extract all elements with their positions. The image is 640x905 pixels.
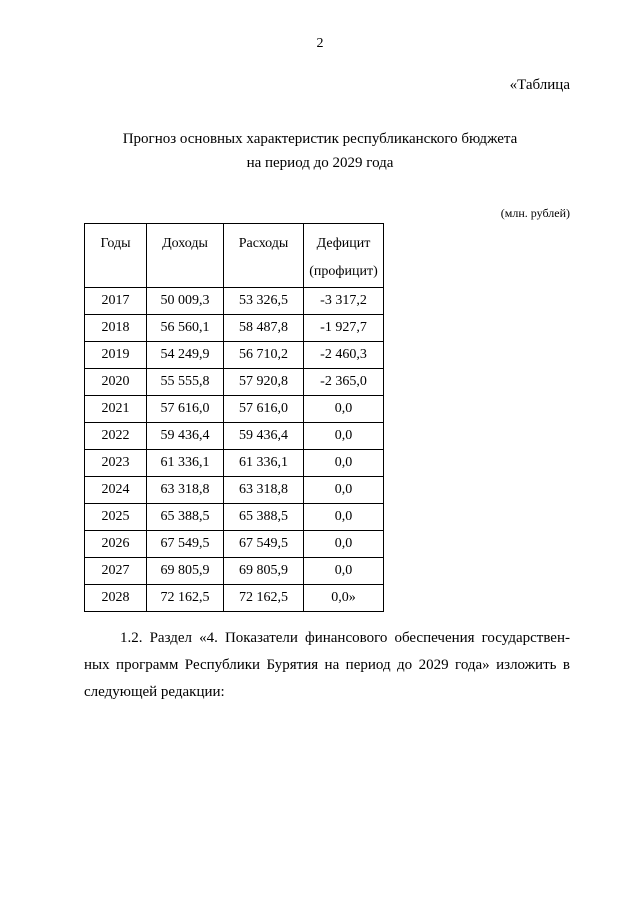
body-paragraph bbox=[84, 625, 570, 706]
year-cell: 2020 bbox=[85, 369, 147, 396]
deficit-cell: -1 927,7 bbox=[304, 315, 384, 342]
deficit-cell: 0,0» bbox=[304, 585, 384, 612]
table-row bbox=[85, 585, 384, 612]
page-number: 2 bbox=[316, 36, 324, 51]
table-row bbox=[85, 369, 384, 396]
income-cell: 72 162,5 bbox=[147, 585, 224, 612]
year-cell: 2024 bbox=[85, 477, 147, 504]
expense-cell: 57 616,0 bbox=[224, 396, 304, 423]
table-row bbox=[85, 288, 384, 315]
deficit-cell: 0,0 bbox=[304, 396, 384, 423]
table-row bbox=[85, 342, 384, 369]
expense-cell: 61 336,1 bbox=[224, 450, 304, 477]
expense-cell: 57 920,8 bbox=[224, 369, 304, 396]
header-deficit bbox=[304, 224, 384, 288]
table-row bbox=[85, 558, 384, 585]
deficit-cell: -2 365,0 bbox=[304, 369, 384, 396]
expense-cell: 59 436,4 bbox=[224, 423, 304, 450]
year-cell: 2019 bbox=[85, 342, 147, 369]
table-reference-label: «Таблица bbox=[509, 77, 570, 93]
year-cell: 2021 bbox=[85, 396, 147, 423]
table-row bbox=[85, 450, 384, 477]
title-line-1: Прогноз основных характеристик республиканского бюджета bbox=[122, 131, 518, 147]
income-cell: 54 249,9 bbox=[147, 342, 224, 369]
income-cell: 69 805,9 bbox=[147, 558, 224, 585]
income-cell: 61 336,1 bbox=[147, 450, 224, 477]
expense-cell: 63 318,8 bbox=[224, 477, 304, 504]
income-cell: 57 616,0 bbox=[147, 396, 224, 423]
header-expense: Расходы bbox=[224, 224, 304, 288]
income-cell: 55 555,8 bbox=[147, 369, 224, 396]
table-body bbox=[85, 288, 384, 612]
expense-cell: 53 326,5 bbox=[224, 288, 304, 315]
paragraph-line-3: следующей редакции: bbox=[84, 684, 225, 700]
table-row bbox=[85, 396, 384, 423]
paragraph-line-2: ных программ Республики Бурятия на период до 2029 года» изложить в bbox=[84, 657, 570, 673]
deficit-cell: 0,0 bbox=[304, 423, 384, 450]
expense-cell: 58 487,8 bbox=[224, 315, 304, 342]
table-row bbox=[85, 315, 384, 342]
expense-cell: 65 388,5 bbox=[224, 504, 304, 531]
income-cell: 67 549,5 bbox=[147, 531, 224, 558]
table-row bbox=[85, 531, 384, 558]
year-cell: 2028 bbox=[85, 585, 147, 612]
expense-cell: 67 549,5 bbox=[224, 531, 304, 558]
year-cell: 2023 bbox=[85, 450, 147, 477]
deficit-cell: 0,0 bbox=[304, 450, 384, 477]
income-cell: 65 388,5 bbox=[147, 504, 224, 531]
table-header-row bbox=[85, 224, 384, 288]
deficit-cell: -2 460,3 bbox=[304, 342, 384, 369]
deficit-cell: -3 317,2 bbox=[304, 288, 384, 315]
income-cell: 59 436,4 bbox=[147, 423, 224, 450]
deficit-cell: 0,0 bbox=[304, 504, 384, 531]
year-cell: 2027 bbox=[85, 558, 147, 585]
expense-cell: 72 162,5 bbox=[224, 585, 304, 612]
income-cell: 56 560,1 bbox=[147, 315, 224, 342]
deficit-cell: 0,0 bbox=[304, 531, 384, 558]
deficit-cell: 0,0 bbox=[304, 558, 384, 585]
income-cell: 50 009,3 bbox=[147, 288, 224, 315]
expense-cell: 56 710,2 bbox=[224, 342, 304, 369]
year-cell: 2017 bbox=[85, 288, 147, 315]
table-row bbox=[85, 477, 384, 504]
year-cell: 2026 bbox=[85, 531, 147, 558]
year-cell: 2022 bbox=[85, 423, 147, 450]
expense-cell: 69 805,9 bbox=[224, 558, 304, 585]
table-row bbox=[85, 504, 384, 531]
deficit-cell: 0,0 bbox=[304, 477, 384, 504]
year-cell: 2018 bbox=[85, 315, 147, 342]
document-title bbox=[0, 127, 640, 175]
table-row bbox=[85, 423, 384, 450]
title-line-2: на период до 2029 года bbox=[246, 155, 394, 171]
paragraph-line-1: 1.2. Раздел «4. Показатели финансового обеспечения государствен- bbox=[120, 630, 570, 646]
header-year: Годы bbox=[85, 224, 147, 288]
year-cell: 2025 bbox=[85, 504, 147, 531]
header-deficit-line-1: Дефицит bbox=[316, 236, 371, 251]
income-cell: 63 318,8 bbox=[147, 477, 224, 504]
header-deficit-line-2: (профицит) bbox=[309, 264, 378, 279]
units-label: (млн. рублей) bbox=[500, 206, 570, 220]
header-income: Доходы bbox=[147, 224, 224, 288]
budget-table bbox=[84, 223, 384, 612]
